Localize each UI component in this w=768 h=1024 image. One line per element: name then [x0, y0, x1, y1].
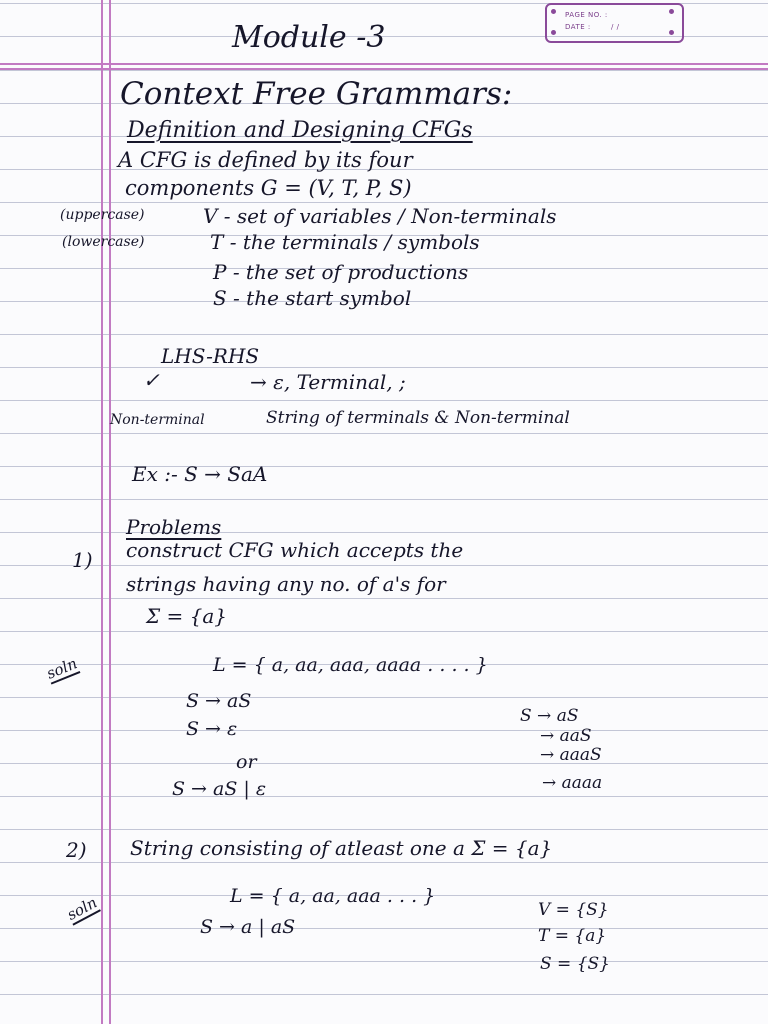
problem-1-alphabet: Σ = {a}: [146, 604, 227, 628]
problem-1-rule-3: S → aS | ε: [172, 778, 267, 800]
problems-heading: Problems: [126, 515, 222, 539]
subsection-title: Definition and Designing CFGs: [127, 118, 473, 143]
date-label: DATE :: [565, 23, 591, 31]
section-title: Context Free Grammars:: [120, 76, 513, 112]
problem-1-line-1: construct CFG which accepts the: [126, 538, 464, 562]
problem-2-language: L = { a, aa, aaa . . . }: [230, 885, 436, 907]
derivation-step: → aaaa: [542, 773, 603, 793]
problem-1-rule-2: S → ε: [186, 718, 238, 740]
definition-s: S - the start symbol: [213, 286, 412, 310]
problem-1-language: L = { a, aa, aaa, aaaa . . . . }: [213, 654, 488, 676]
lhs-rhs-heading: LHS-RHS: [161, 344, 260, 368]
string-description: String of terminals & Non-terminal: [266, 408, 570, 428]
definition-v: V - set of variables / Non-terminals: [203, 204, 557, 228]
problem-1-number: 1): [72, 548, 93, 572]
definition-line-1: A CFG is defined by its four: [118, 148, 413, 172]
solution-label-1: soln: [44, 654, 80, 683]
stamp-dot: [551, 30, 556, 35]
problem-2-number: 2): [66, 838, 87, 862]
problem-2-rule: S → a | aS: [200, 916, 296, 938]
uppercase-note: (uppercase): [60, 207, 145, 223]
page-title: Module -3: [232, 20, 386, 55]
problem-2-statement: String consisting of atleast one a Σ = {a}: [130, 836, 553, 860]
stamp-dot: [669, 9, 674, 14]
check-mark-icon: ✓: [143, 368, 160, 392]
definition-t: T - the terminals / symbols: [210, 230, 480, 254]
or-word: or: [236, 751, 257, 773]
margin-line-right: [109, 0, 111, 1024]
top-rule-second: [0, 68, 768, 70]
derivation-step: → aaaS: [540, 745, 602, 765]
lhs-rhs-arrow-line: → ε, Terminal, ;: [250, 370, 406, 394]
solution-label-2: soln: [64, 893, 100, 924]
problem-1-line-2: strings having any no. of a's for: [126, 572, 446, 596]
definition-line-2: components G = (V, T, P, S): [125, 176, 412, 200]
stamp-dot: [669, 30, 674, 35]
example-rule: Ex :- S → SaA: [132, 462, 268, 486]
start-symbol-set: S = {S}: [540, 954, 610, 974]
date-slashes: / /: [611, 23, 620, 31]
lowercase-note: (lowercase): [62, 234, 145, 250]
variables-set: V = {S}: [538, 900, 609, 920]
derivation-step: → aaS: [540, 726, 592, 746]
derivation-step: S → aS: [520, 706, 579, 726]
top-rule: [0, 63, 768, 65]
non-terminal-label: Non-terminal: [110, 412, 205, 428]
margin-line-left: [101, 0, 103, 1024]
problem-1-rule-1: S → aS: [186, 690, 252, 712]
terminals-set: T = {a}: [538, 926, 607, 946]
page-date-stamp: [545, 3, 684, 43]
definition-p: P - the set of productions: [213, 260, 469, 284]
stamp-dot: [551, 9, 556, 14]
page-no-label: PAGE NO. :: [565, 11, 608, 19]
